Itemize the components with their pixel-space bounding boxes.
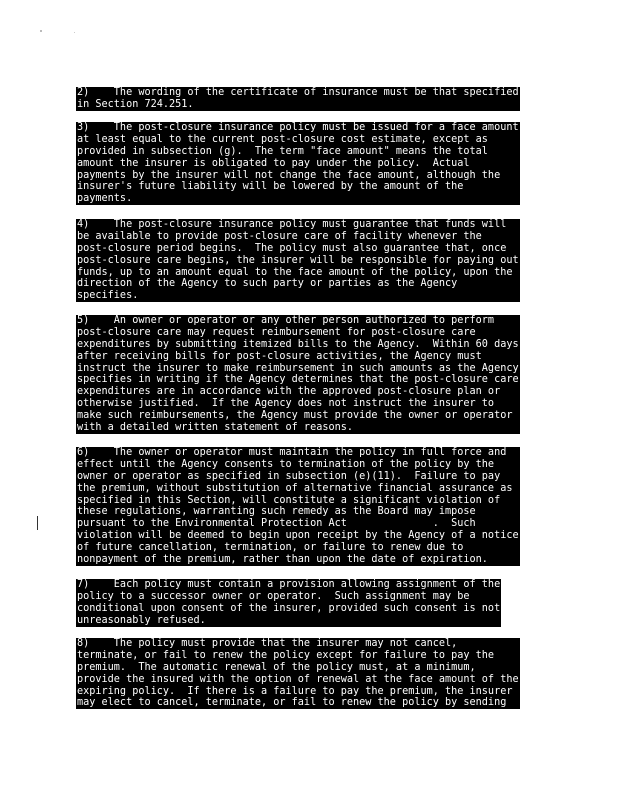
text-line: 6) The owner or operator must maintain the policy in full force and: [76, 447, 520, 459]
text-line: terminate, or fail to renew the policy except for failure to pay the: [76, 650, 520, 662]
text-line: in Section 724.251.: [76, 99, 520, 111]
text-line: violation will be deemed to begin upon receipt by the Agency of a notice: [77, 530, 519, 542]
text-line: be available to provide post-closure care of facility whenever the: [76, 231, 520, 243]
text-line: expenditures by submitting itemized bills to the Agency. Within 60 days: [77, 338, 519, 350]
text-line: pursuant to the Environmental Protection Act . Such: [76, 518, 520, 530]
text-line: conditional upon consent of the insurer, provided such consent is not: [77, 602, 501, 614]
text-line: insurer's future liability will be lowered by the amount of the: [76, 181, 520, 193]
text-line: instruct the insurer to make reimbursement in such amounts as the Agency: [77, 362, 519, 374]
text-line: make such reimbursements, the Agency must provide the owner or operator: [76, 410, 520, 422]
scan-speck: [40, 30, 42, 32]
margin-mark: [37, 516, 38, 530]
text-line: of future cancellation, termination, or failure to renew due to: [76, 542, 520, 554]
text-line: 5) An owner or operator or any other person authorized to perform: [76, 315, 520, 327]
text-line: specified in this Section, will constitute a significant violation of: [76, 495, 520, 507]
text-line: these regulations, warranting such remedy as the Board may impose: [76, 506, 520, 518]
paragraph: [76, 122, 520, 205]
text-line: with a detailed written statement of reasons.: [76, 422, 520, 434]
text-line: 2) The wording of the certificate of insurance must be that specified: [77, 87, 519, 98]
paragraph: [76, 87, 520, 111]
text-line: premium. The automatic renewal of the policy must, at a minimum,: [76, 662, 520, 674]
paragraph: [76, 219, 520, 302]
paragraph: [76, 447, 520, 566]
paragraph: [76, 315, 520, 434]
text-line: specifies in writing if the Agency determines that the post-closure care: [77, 374, 519, 386]
text-line: provide the insured with the option of renewal at the face amount of the: [77, 673, 519, 685]
text-line: policy to a successor owner or operator. Such assignment may be: [76, 591, 501, 603]
text-line: specifies.: [76, 290, 520, 302]
text-line: expenditures are in accordance with the approved post-closure plan or: [76, 386, 520, 398]
text-line: at least equal to the current post-closure cost estimate, except as: [76, 134, 520, 146]
text-line: unreasonably refused.: [76, 615, 501, 627]
text-line: owner or operator as specified in subsection (e)(11). Failure to pay: [76, 471, 520, 483]
text-line: expiring policy. If there is a failure to pay the premium, the insurer: [76, 686, 520, 698]
scan-speck: [74, 32, 75, 33]
text-line: provided in subsection (g). The term "face amount" means the total: [76, 146, 520, 158]
text-line: payments.: [76, 193, 520, 205]
text-line: 7) Each policy must contain a provision allowing assignment of the: [77, 579, 501, 590]
text-line: otherwise justified. If the Agency does not instruct the insurer to: [76, 398, 520, 410]
paragraph: [76, 638, 520, 709]
text-line: amount the insurer is obligated to pay under the policy. Actual: [76, 158, 520, 170]
text-line: direction of the Agency to such party or parties as the Agency: [76, 278, 520, 290]
text-line: effect until the Agency consents to termination of the policy by the: [76, 459, 520, 471]
text-line: post-closure care may request reimbursement for post-closure care: [76, 327, 520, 339]
text-line: 4) The post-closure insurance policy must guarantee that funds will: [76, 219, 520, 231]
text-line: payments by the insurer will not change the face amount, although the: [76, 170, 520, 182]
paragraph: [76, 579, 501, 627]
text-line: 3) The post-closure insurance policy must be issued for a face amount: [77, 122, 519, 133]
text-line: post-closure care begins, the insurer will be responsible for paying out: [77, 254, 519, 266]
text-line: the premium, without substitution of alternative financial assurance as: [76, 483, 520, 495]
text-line: 8) The policy must provide that the insurer may not cancel,: [76, 638, 520, 650]
text-line: post-closure period begins. The policy must also guarantee that, once: [76, 243, 520, 255]
text-line: after receiving bills for post-closure activities, the Agency must: [76, 351, 520, 363]
text-line: nonpayment of the premium, rather than upon the date of expiration.: [76, 554, 520, 566]
text-line: may elect to cancel, terminate, or fail to renew the policy by sending: [76, 697, 520, 709]
text-line: funds, up to an amount equal to the face amount of the policy, upon the: [76, 267, 520, 279]
